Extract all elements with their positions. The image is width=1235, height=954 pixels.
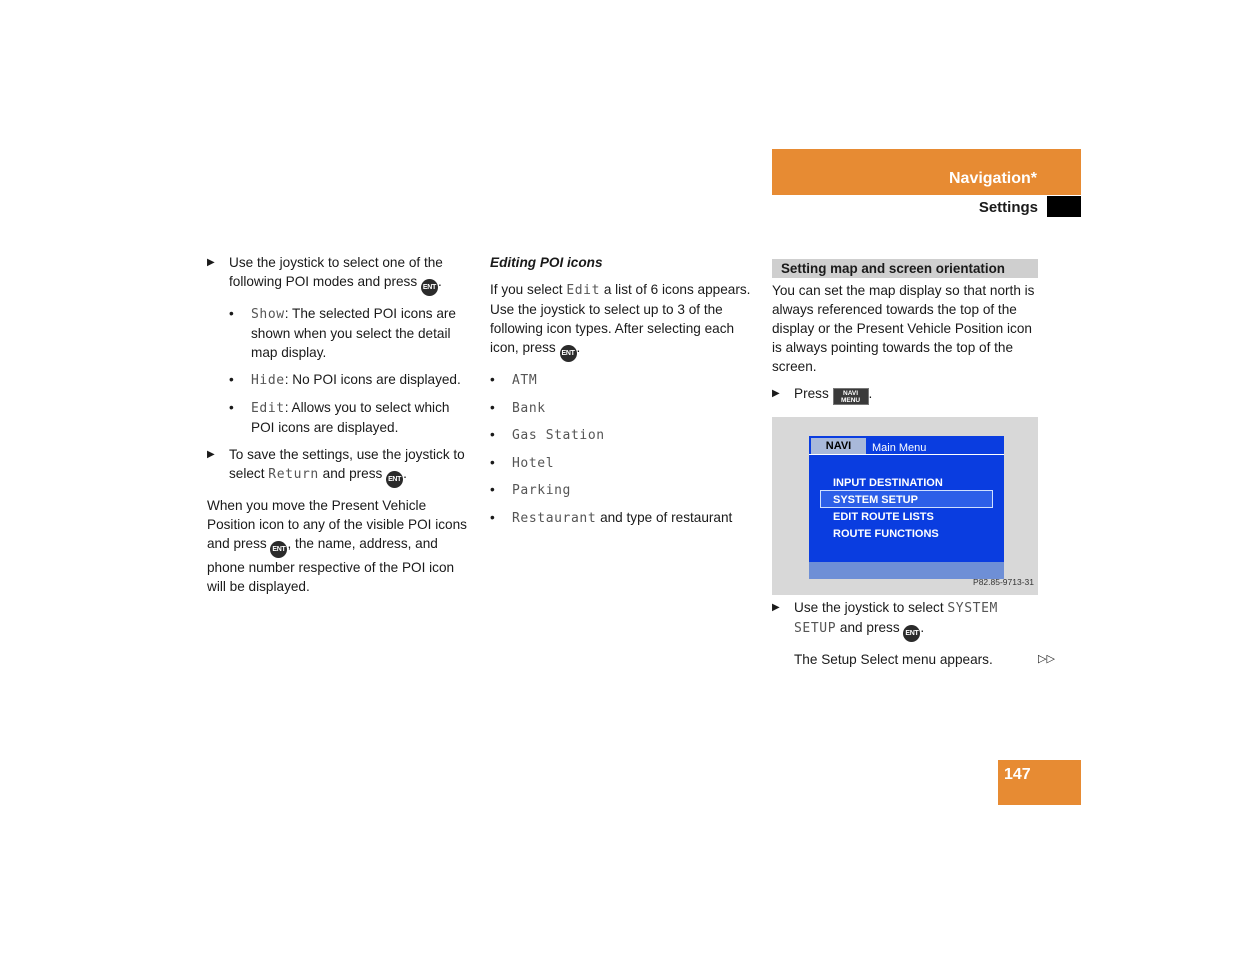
step-arrow-icon: ▶	[772, 602, 780, 613]
menu-item: INPUT DESTINATION	[833, 477, 943, 489]
step-save-settings: ▶ To save the settings, use the joystick to select Return and press ENT .	[207, 445, 475, 488]
menu-item-selected: SYSTEM SETUP	[833, 494, 918, 506]
menu-item: EDIT ROUTE LISTS	[833, 511, 934, 523]
chapter-title: Navigation*	[948, 170, 1037, 187]
list-item: • Edit: Allows you to select which POI icons are displayed.	[229, 398, 475, 437]
list-item: • Bank	[490, 398, 756, 418]
list-item: • Hide: No POI icons are displayed.	[229, 370, 475, 390]
orientation-intro: You can set the map display so that north is always referenced towards the top of the display or the Present Vehicle Position icon is always pointing towards the top of the screen.	[772, 283, 1035, 374]
column-right-lower	[772, 598, 1062, 669]
ent-button-icon: ENT	[270, 541, 287, 558]
screen-navi-tab: NAVI	[811, 438, 866, 454]
list-item: • Hotel	[490, 453, 756, 473]
navi-screen-illustration	[772, 417, 1038, 595]
section-title: Settings	[978, 199, 1038, 216]
page-number: 147	[998, 760, 1081, 805]
step-arrow-icon: ▶	[207, 449, 215, 460]
step-press-navi: ▶ Press NAVI MENU .	[772, 386, 873, 404]
column-right	[772, 259, 1038, 413]
continue-arrows-icon: ▷▷	[1038, 653, 1055, 665]
menu-item: ROUTE FUNCTIONS	[833, 528, 939, 540]
chapter-header	[772, 149, 1081, 195]
ent-button-icon: ENT	[386, 471, 403, 488]
list-item: • ATM	[490, 370, 756, 390]
column-left	[207, 253, 475, 604]
list-item: • Restaurant and type of restaurant	[490, 508, 756, 528]
step-arrow-icon: ▶	[207, 257, 215, 268]
edit-poi-heading: Editing POI icons	[490, 255, 603, 270]
step-select-poi-mode: ▶ Use the joystick to select one of the following POI modes and press ENT .	[207, 253, 475, 296]
ent-button-icon: ENT	[903, 625, 920, 642]
poi-info-paragraph: When you move the Present Vehicle Position icon to any of the visible POI icons and press ENT , the name, address, and phone number respective of the POI icon will be displayed.	[207, 498, 467, 594]
poi-icon-type-list	[490, 370, 756, 528]
orientation-heading: Setting map and screen orientation	[772, 259, 1038, 278]
poi-mode-list	[207, 304, 475, 437]
navi-menu-button-icon: NAVI MENU	[833, 388, 869, 405]
figure-caption: P82.85-9713-31	[973, 577, 1034, 587]
screen-title: Main Menu	[872, 442, 927, 454]
list-item: • Gas Station	[490, 425, 756, 445]
section-marker	[1047, 196, 1081, 217]
list-item: • Show: The selected POI icons are shown when you select the detail map display.	[229, 304, 475, 362]
ent-button-icon: ENT	[560, 345, 577, 362]
ent-button-icon: ENT	[421, 279, 438, 296]
result-line: The Setup Select menu appears. ▷▷	[794, 652, 1055, 667]
step-arrow-icon: ▶	[772, 388, 780, 399]
list-item: • Parking	[490, 480, 756, 500]
step-select-system-setup: ▶ Use the joystick to select SYSTEM SETUP and press ENT .	[772, 598, 1062, 642]
column-middle	[490, 253, 756, 535]
navi-display	[809, 436, 1004, 579]
edit-poi-intro: If you select Edit a list of 6 icons appears. Use the joystick to select up to 3 of the following icon types. After selecting each icon, press ENT .	[490, 280, 756, 362]
